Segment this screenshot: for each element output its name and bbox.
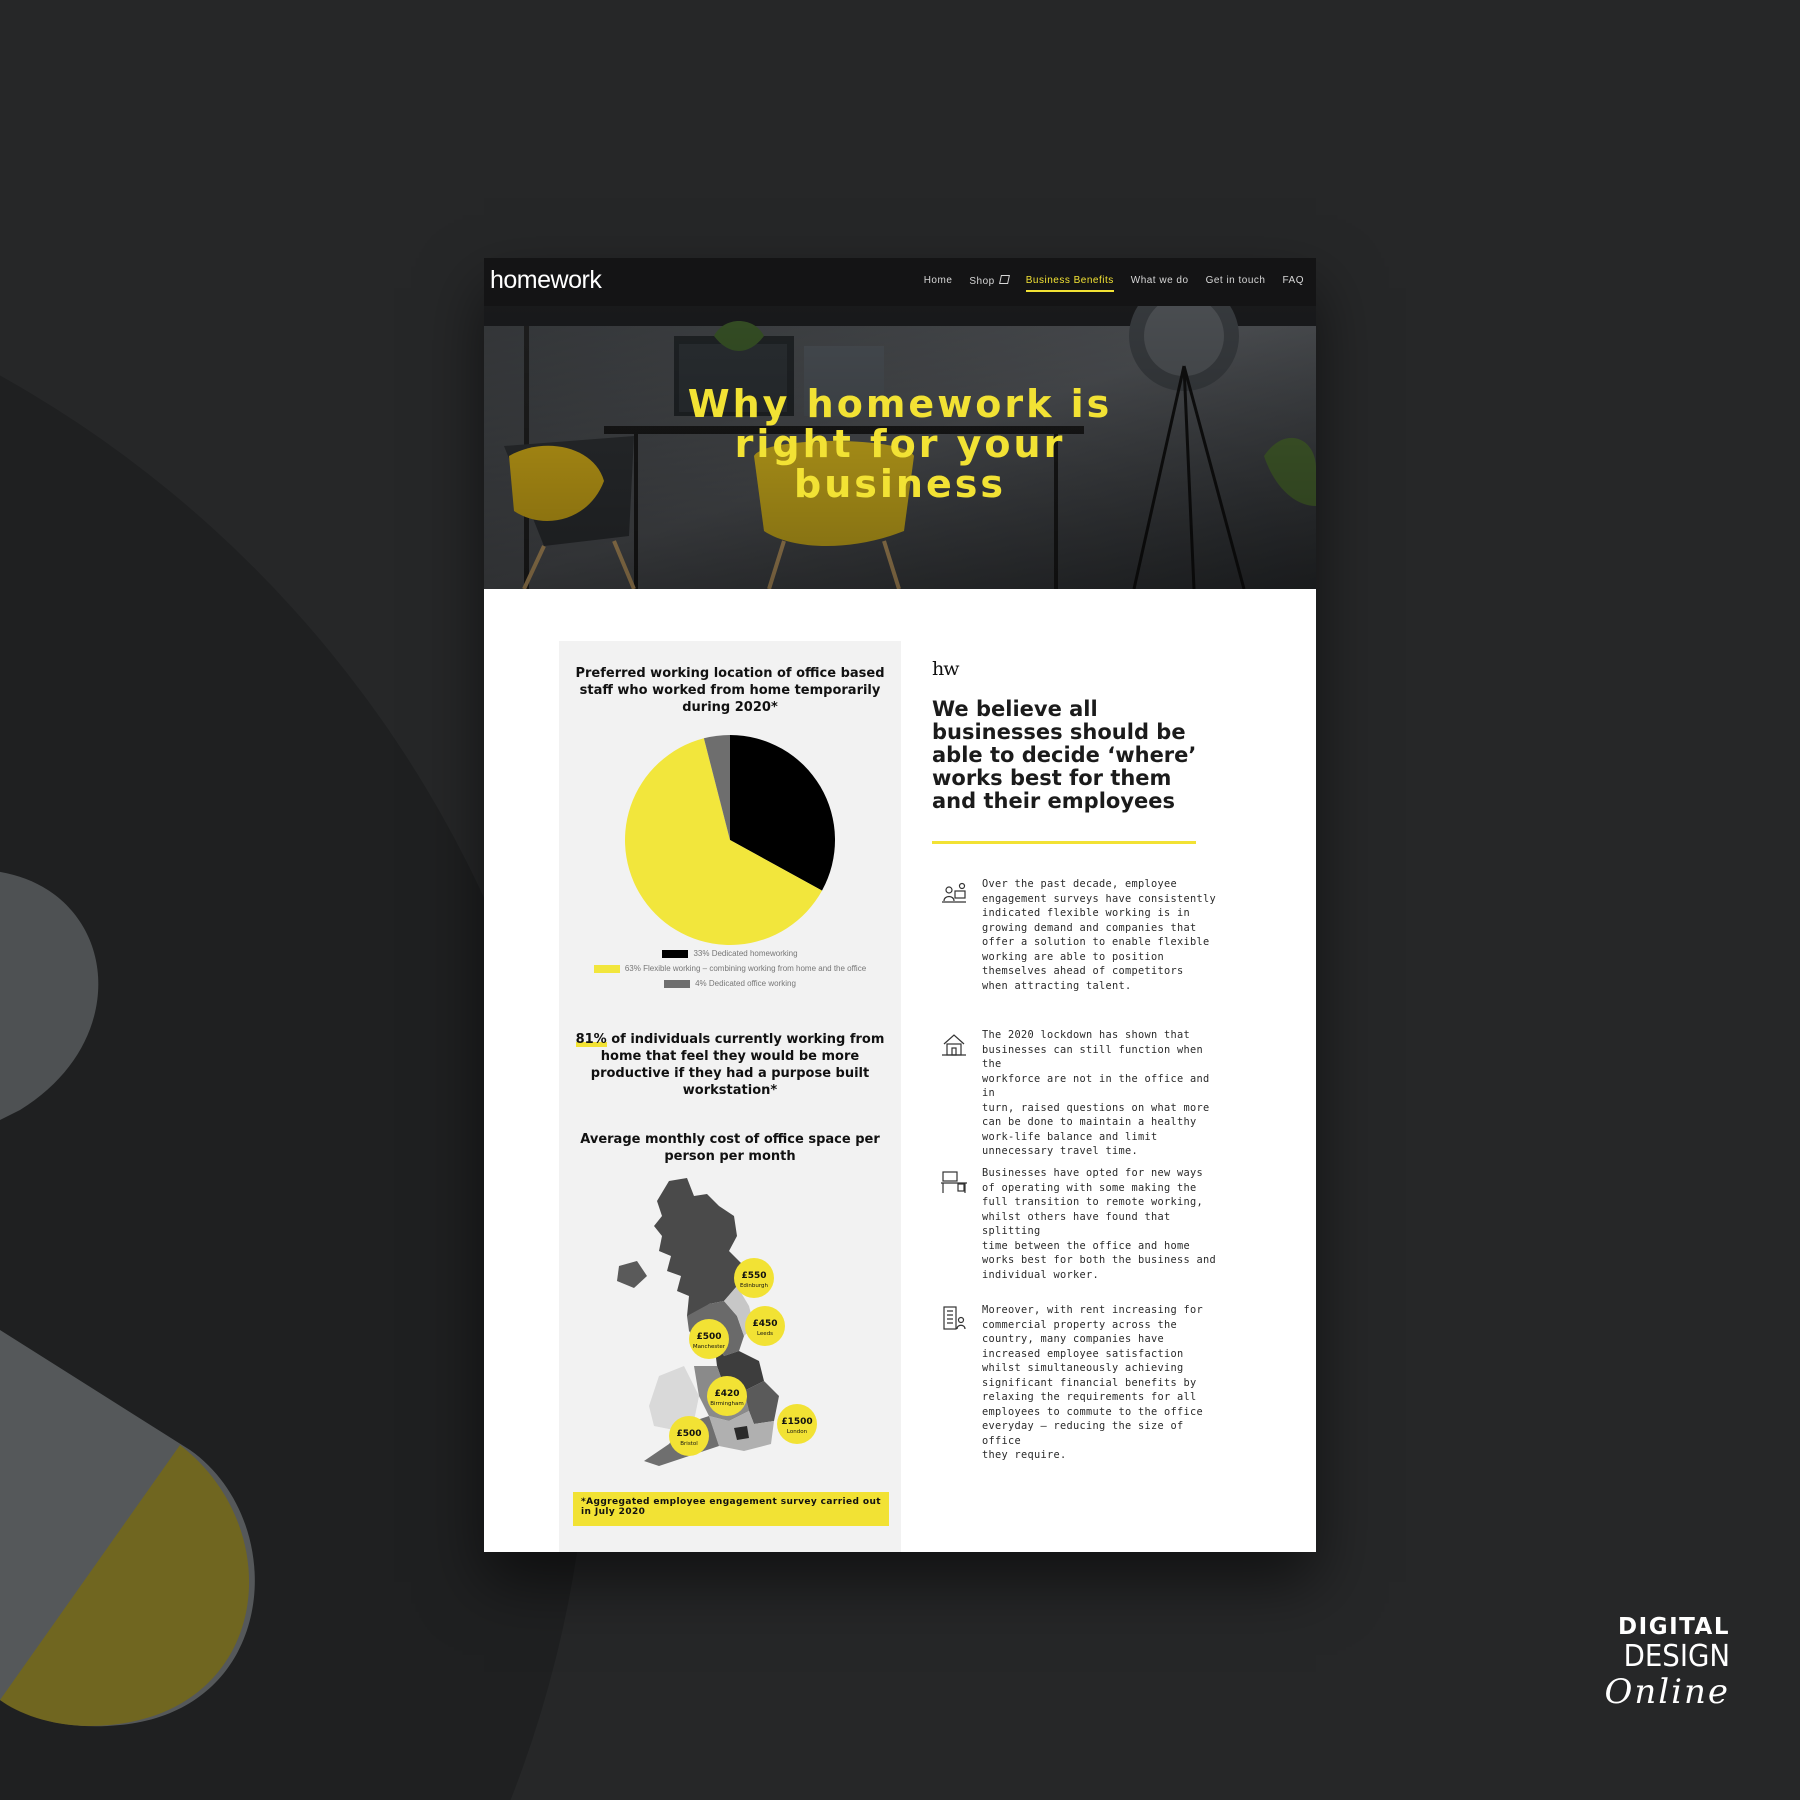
paragraph-lockdown (982, 1028, 1224, 1159)
map-heading-line: person per month (664, 1149, 796, 1164)
paragraph-line: engagement surveys have consistently (982, 892, 1216, 905)
paragraph-line: country, many companies have (982, 1333, 1164, 1345)
nav-link-shop-label: Shop (969, 276, 995, 287)
paragraph-line: workforce are not in the office and in (982, 1072, 1210, 1099)
hero-title-line: Why homework is (687, 382, 1113, 426)
paragraph-line: can be done to maintain a healthy (982, 1116, 1197, 1128)
map-heading (559, 1131, 901, 1165)
house-icon (939, 1030, 969, 1060)
paragraph-line: The 2020 lockdown has shown that (982, 1029, 1190, 1041)
brand-line: DIGITAL (1618, 1614, 1730, 1640)
hero-title (484, 384, 1316, 504)
paragraph-line: businesses can still function when the (982, 1043, 1203, 1070)
paragraph-line: everyday – reducing the size of office (982, 1420, 1184, 1447)
legend-swatch (594, 965, 620, 973)
northern-ireland-region (617, 1261, 647, 1288)
paragraph-line: of operating with some making the (982, 1181, 1197, 1194)
believe-heading-line: works best for them (932, 766, 1172, 790)
nav-links (907, 275, 1304, 287)
pie-chart (559, 729, 901, 949)
legend-label: 33% Dedicated homeworking (693, 949, 798, 958)
paragraph-line: Moreover, with rent increasing for (982, 1304, 1203, 1316)
cost-bubble-london (777, 1404, 817, 1444)
cost-bubble-bristol (669, 1416, 709, 1456)
paragraph-line: time between the office and home (982, 1239, 1190, 1252)
paragraph-line: significant financial benefits by (982, 1376, 1197, 1389)
top-navigation (484, 258, 1316, 306)
cost-city: Birmingham (710, 1401, 744, 1407)
chart-heading-line: staff who worked from home temporarily (579, 683, 881, 698)
paragraph-line: whilst simultaneously achieving (982, 1362, 1184, 1374)
cost-price: £500 (696, 1332, 722, 1342)
cost-price: £550 (741, 1271, 767, 1281)
paragraph-line: when attracting talent. (982, 979, 1132, 992)
paragraph-line: work-life balance and limit (982, 1130, 1158, 1143)
stat-line: productive if they had a purpose built (590, 1066, 870, 1081)
survey-footnote: *Aggregated employee engagement survey carried out in July 2020 (573, 1492, 889, 1526)
cost-city: Bristol (680, 1441, 698, 1447)
chart-heading (559, 665, 901, 716)
paragraph-new-ways (982, 1166, 1224, 1282)
hero-banner (484, 306, 1316, 589)
infographic-card (559, 641, 901, 1552)
digital-design-online-logo (1590, 1614, 1730, 1710)
cost-price: £1500 (781, 1417, 813, 1427)
believe-heading-line: able to decide ‘where’ (932, 743, 1197, 767)
cost-bubble-birmingham (707, 1376, 747, 1416)
paragraph-line: employees to commute to the office (982, 1405, 1203, 1418)
cost-city: Leeds (756, 1331, 774, 1337)
nav-link-faq[interactable]: FAQ (1282, 275, 1304, 286)
paragraph-line: full transition to remote working, (982, 1196, 1203, 1208)
nav-link-business-benefits[interactable]: Business Benefits (1025, 275, 1114, 286)
paragraph-line: increased employee satisfaction (982, 1347, 1184, 1360)
believe-heading (932, 698, 1232, 813)
paragraph-line: working are able to position (982, 950, 1164, 963)
stat-text: of individuals currently working from (611, 1032, 885, 1047)
hero-title-line: business (794, 462, 1006, 506)
hero-title-line: right for your (734, 422, 1066, 466)
legend-label: 4% Dedicated office working (695, 979, 796, 988)
paragraph-line: themselves ahead of competitors (982, 965, 1184, 977)
stat-line: workstation* (682, 1083, 778, 1098)
legend-swatch (662, 950, 688, 958)
believe-heading-line: businesses should be (932, 720, 1186, 744)
nav-link-shop[interactable] (969, 275, 1008, 287)
paragraph-flexible-demand (982, 877, 1224, 993)
uk-cost-map (559, 1176, 901, 1476)
paragraph-line: Over the past decade, employee (982, 878, 1177, 890)
cost-bubble-edinburgh (734, 1258, 774, 1298)
website-page (484, 258, 1316, 1552)
stat-highlight: 81% (575, 1032, 607, 1047)
cost-city: London (786, 1429, 808, 1435)
office-building-icon (939, 1303, 969, 1333)
shopping-bag-icon (999, 275, 1010, 284)
paragraph-line: relaxing the requirements for all (982, 1391, 1197, 1403)
cost-bubble-leeds (745, 1306, 785, 1346)
hw-monogram: hw (932, 658, 959, 680)
paragraph-line: growing demand and companies that (982, 921, 1197, 934)
legend-item-flexible (559, 964, 901, 973)
believe-heading-line: We believe all (932, 697, 1098, 721)
paragraph-line: offer a solution to enable flexible (982, 936, 1210, 948)
believe-heading-line: and their employees (932, 789, 1176, 813)
nav-link-home[interactable]: Home (923, 275, 953, 286)
legend-item-office (559, 979, 901, 988)
paragraph-line: works best for both the business and (982, 1254, 1216, 1266)
paragraph-line: commercial property across the (982, 1318, 1177, 1331)
stat-line: home that feel they would be more (600, 1049, 860, 1064)
nav-link-get-in-touch[interactable]: Get in touch (1205, 275, 1266, 286)
chart-heading-line: during 2020* (682, 700, 778, 715)
paragraph-rent (982, 1303, 1224, 1463)
cost-price: £420 (714, 1389, 740, 1399)
desk-icon (939, 1166, 969, 1196)
cost-price: £500 (676, 1429, 702, 1439)
cost-price: £450 (752, 1319, 778, 1329)
paragraph-line: unnecessary travel time. (982, 1145, 1138, 1157)
paragraph-line: individual worker. (982, 1268, 1099, 1281)
legend-item-homeworking (559, 949, 901, 958)
paragraph-line: indicated flexible working is in (982, 907, 1190, 919)
cost-bubble-manchester (689, 1319, 729, 1359)
map-heading-line: Average monthly cost of office space per (580, 1132, 880, 1147)
brand-line: Online (1604, 1672, 1730, 1712)
paragraph-line: they require. (982, 1449, 1067, 1461)
accent-divider (932, 841, 1196, 844)
nav-link-what-we-do[interactable]: What we do (1130, 275, 1189, 286)
brand-line: DESIGN (1623, 1639, 1730, 1674)
chart-heading-line: Preferred working location of office based (575, 666, 885, 681)
legend-swatch (664, 980, 690, 988)
cost-city: Edinburgh (739, 1283, 769, 1289)
stat-line (559, 1031, 901, 1048)
cost-city: Manchester (692, 1344, 726, 1350)
homework-logo[interactable]: homework (490, 266, 602, 294)
paragraph-line: Businesses have opted for new ways (982, 1167, 1203, 1179)
remote-worker-icon (939, 881, 969, 911)
paragraph-line: whilst others have found that splitting (982, 1210, 1171, 1237)
legend-label: 63% Flexible working – combining working from home and the office (624, 964, 867, 973)
paragraph-line: turn, raised questions on what more (982, 1101, 1210, 1114)
productivity-stat (559, 1031, 901, 1099)
